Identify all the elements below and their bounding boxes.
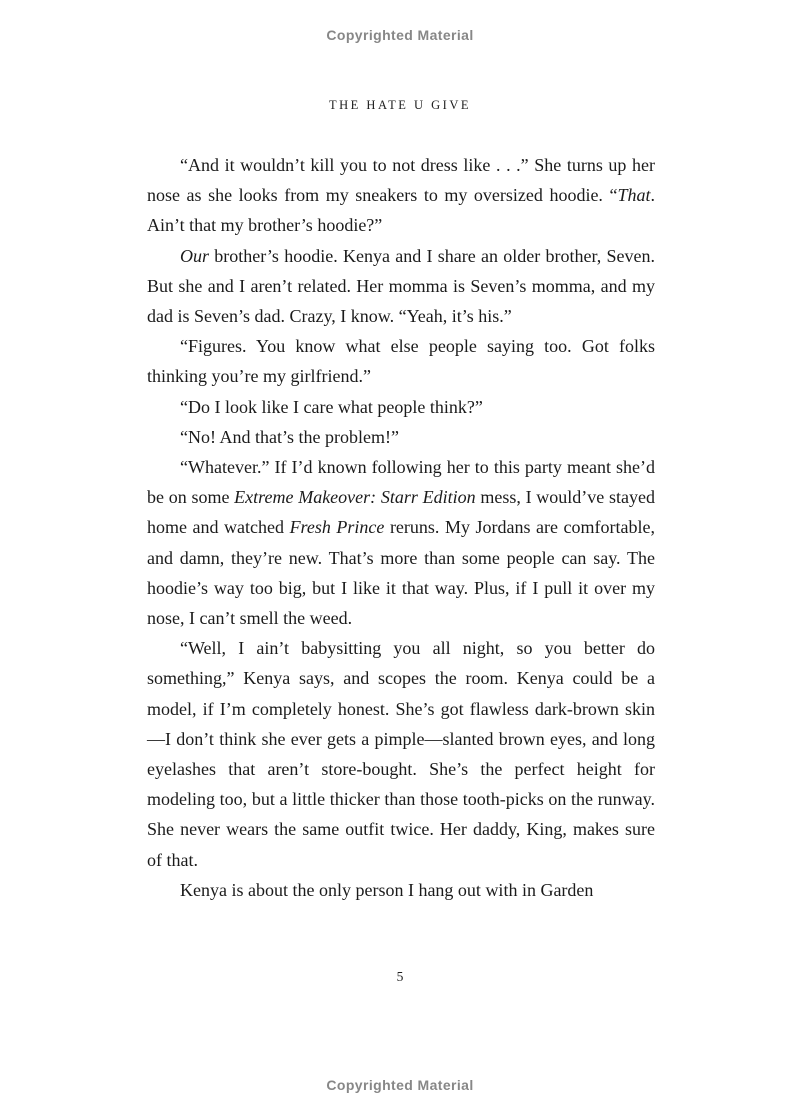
- italic-text-run: Our: [180, 245, 210, 266]
- text-run: mess, I would’ve stayed home and watched: [147, 487, 655, 538]
- italic-text-run: Extreme Makeover: Starr Edition: [234, 487, 476, 508]
- copyright-notice-bottom: Copyrighted Material: [326, 1077, 474, 1093]
- paragraph: [147, 331, 655, 391]
- text-run: brother’s hoodie. Kenya and I share an older brother, Seven. But she and I aren’t related. Her momma is Seven’s momma, and my dad is Seven’s dad. Crazy, I know. “Yeah, it’s his.”: [147, 245, 655, 327]
- text-run: “Figures. You know what else people saying too. Got folks thinking you’re my girlfriend.”: [147, 336, 655, 387]
- text-run: Kenya is about the only person I hang out with in Garden: [180, 879, 594, 900]
- text-run: “Do I look like I care what people think?”: [180, 396, 483, 417]
- paragraph: [147, 875, 655, 905]
- italic-text-run: Fresh Prince: [289, 517, 385, 538]
- paragraph: [147, 452, 655, 633]
- text-run: “No! And that’s the problem!”: [180, 426, 399, 447]
- text-run: . Ain’t that my brother’s hoodie?”: [147, 185, 655, 236]
- paragraph: [147, 150, 655, 241]
- text-run: reruns. My Jordans are comfortable, and damn, they’re new. That’s more than some people can say. The hoodie’s way too big, but I like it that way. Plus, if I pull it over my nose, I can’t smell the weed.: [147, 517, 655, 629]
- paragraph: [147, 633, 655, 875]
- text-run: “And it wouldn’t kill you to not dress like . . .” She turns up her nose as she looks from my sneakers to my oversized hoodie. “: [147, 155, 655, 206]
- paragraph: [147, 422, 655, 452]
- text-run: “Well, I ain’t babysitting you all night, so you better do something,” Kenya says, and scopes the room. Kenya could be a model, if I’m completely honest. She’s got flawless dark-brown skin—I don’t think she ever gets a pimple—slanted brown eyes, and long eyelashes that aren’t store-bought. She’s the perfect height for modeling too, but a little thicker than those tooth-picks on the runway. She never wears the same outfit twice. Her daddy, King, makes sure of that.: [147, 638, 655, 870]
- paragraph: [147, 392, 655, 422]
- copyright-notice-top: Copyrighted Material: [326, 27, 474, 43]
- body-text: [147, 150, 655, 905]
- page-number: 5: [396, 969, 404, 984]
- paragraph: [147, 241, 655, 332]
- italic-text-run: That: [617, 185, 651, 206]
- running-header-title: THE HATE U GIVE: [329, 98, 471, 112]
- text-run: “Whatever.” If I’d known following her to this party meant she’d be on some: [147, 457, 655, 508]
